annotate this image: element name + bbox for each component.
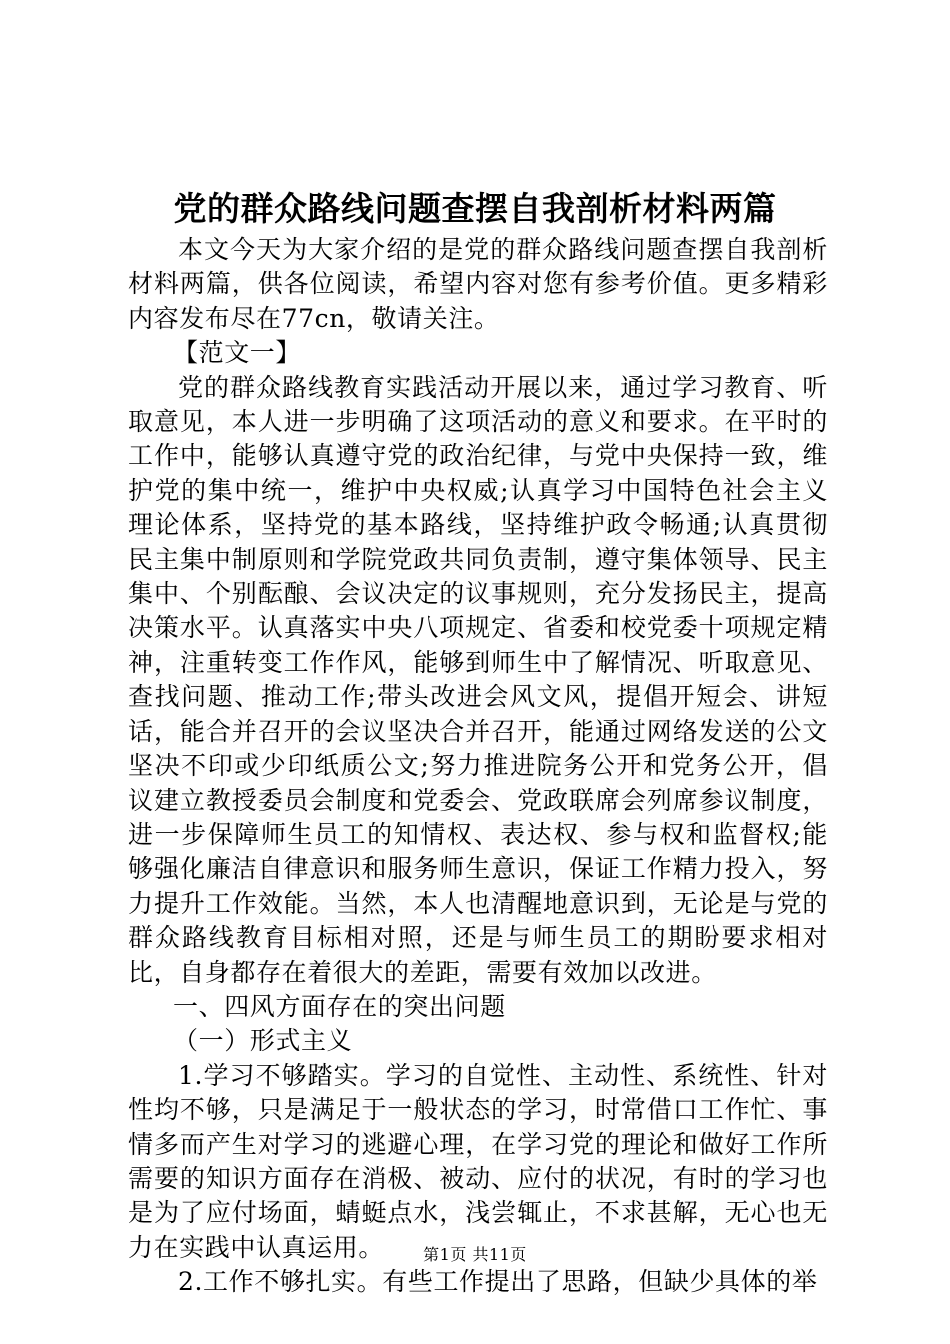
intro-paragraph: 本文今天为大家介绍的是党的群众路线问题查摆自我剖析材料两篇，供各位阅读，希望内容对您有参考价值。更多精彩内容发布尽在77cn，敬请关注。 (128, 235, 828, 333)
body-paragraph: 党的群众路线教育实践活动开展以来，通过学习教育、听取意见，本人进一步明确了这项活动的意义和要求。在平时的工作中，能够认真遵守党的政治纪律，与党中央保持一致，维护党的集中统一，维护中央权威;认真学习中国特色社会主义理论体系，坚持党的基本路线，坚持维护政令畅通;认真贯彻民主集中制原则和学院党政共同负责制，遵守集体领导、民主集中、个别酝酿、会议决定的议事规则，充分发扬民主，提高决策水平。认真落实中央八项规定、省委和校党委十项规定精神，注重转变工作作风，能够到师生中了解情况、听取意见、查找问题、推动工作;带头改进会风文风，提倡开短会、讲短话，能合并召开的会议坚决合并召开，能通过网络发送的公文坚决不印或少印纸质公文;努力推进院务公开和党务公开，倡议建立教授委员会制度和党委会、党政联席会列席参议制度，进一步保障师生员工的知情权、表达权、参与权和监督权;能够强化廉洁自律意识和服务师生意识，保证工作精力投入，努力提升工作效能。当然，本人也清醒地意识到，无论是与党的群众路线教育目标相对照，还是与师生员工的期盼要求相对比，自身都存在着很大的差距，需要有效加以改进。 (128, 372, 828, 987)
subsection-heading: （一）形式主义 (173, 1026, 353, 1056)
document-body (128, 233, 828, 1300)
section-heading: 一、四风方面存在的突出问题 (173, 991, 506, 1021)
page-footer: 第1页 共11页 (423, 1245, 527, 1264)
body-paragraph: 2.工作不够扎实。有些工作提出了思路，但缺少具体的举 (178, 1267, 818, 1297)
sample-heading: 【范文一】 (173, 338, 302, 368)
body-paragraph: 1.学习不够踏实。学习的自觉性、主动性、系统性、针对性均不够，只是满足于一般状态的学习，时常借口工作忙、事情多而产生对学习的逃避心理，在学习党的理论和做好工作所需要的知识方面存在消极、被动、应付的状况，有时的学习也是为了应付场面，蜻蜓点水，浅尝辄止，不求甚解，无心也无力在实践中认真运用。 (128, 1060, 828, 1262)
document-title: 党的群众路线问题查摆自我剖析材料两篇 (173, 189, 777, 228)
